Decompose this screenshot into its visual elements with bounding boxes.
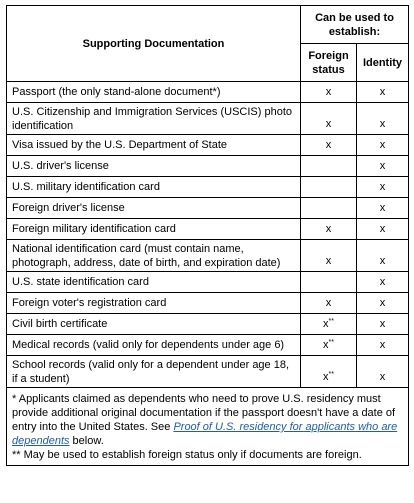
identity-mark: x — [379, 318, 386, 330]
foreign-status-cell — [301, 156, 357, 177]
table-row — [7, 293, 409, 314]
identity-mark: x — [379, 86, 386, 98]
foreign-status-mark: x — [325, 86, 332, 98]
identity-cell — [357, 240, 409, 272]
foreign-status-cell — [301, 272, 357, 293]
foreign-status-mark: x — [325, 139, 332, 151]
identity-mark: x — [379, 297, 386, 309]
foreign-status-cell — [301, 135, 357, 156]
identity-cell — [357, 198, 409, 219]
foreign-status-cell — [301, 82, 357, 103]
identity-cell — [357, 272, 409, 293]
document-name-cell: Medical records (valid only for dependents under age 6) — [7, 335, 301, 356]
document-name-cell: U.S. driver's license — [7, 156, 301, 177]
foreign-status-cell — [301, 198, 357, 219]
document-name-cell: School records (valid only for a dependent under age 18, if a student) — [7, 356, 301, 388]
supporting-documentation-table — [6, 5, 409, 466]
table-row — [7, 198, 409, 219]
table-row — [7, 82, 409, 103]
identity-cell — [357, 135, 409, 156]
foreign-status-cell — [301, 103, 357, 135]
document-name-cell: U.S. Citizenship and Immigration Services (USCIS) photo identification — [7, 103, 301, 135]
table-row — [7, 103, 409, 135]
identity-cell — [357, 314, 409, 335]
footnote-passport — [12, 392, 403, 448]
table-body — [7, 82, 409, 388]
document-name-cell: U.S. state identification card — [7, 272, 301, 293]
document-name-cell: Foreign voter's registration card — [7, 293, 301, 314]
table-row — [7, 356, 409, 388]
document-name-cell: Foreign military identification card — [7, 219, 301, 240]
identity-header: Identity — [357, 44, 409, 82]
foreign-status-footnote-mark: ** — [328, 371, 334, 378]
table-row — [7, 335, 409, 356]
document-name-cell: Visa issued by the U.S. Department of State — [7, 135, 301, 156]
foreign-status-mark: x — [325, 297, 332, 309]
header-row-top — [7, 6, 409, 44]
footnote-passport-text: * Applicants claimed as dependents who need to prove U.S. residency must provide additional original documentation if the passport doesn't have a date of entry into the United States. See — [12, 393, 396, 433]
foreign-status-cell — [301, 335, 357, 356]
foreign-status-cell — [301, 293, 357, 314]
foreign-status-footnote-mark: ** — [328, 318, 334, 325]
document-name-cell: U.S. military identification card — [7, 177, 301, 198]
identity-cell — [357, 219, 409, 240]
table-row — [7, 240, 409, 272]
identity-mark: x — [379, 202, 386, 214]
foreign-status-mark: x — [323, 371, 329, 383]
identity-mark: x — [379, 118, 386, 130]
table-row — [7, 314, 409, 335]
can-be-used-header: Can be used to establish: — [301, 6, 409, 44]
foreign-status-cell — [301, 177, 357, 198]
table-row — [7, 219, 409, 240]
foreign-status-cell — [301, 314, 357, 335]
footnotes-row — [7, 388, 409, 466]
identity-cell — [357, 356, 409, 388]
identity-cell — [357, 156, 409, 177]
document-name-cell: National identification card (must contain name, photograph, address, date of birth, and expiration date) — [7, 240, 301, 272]
table-row — [7, 177, 409, 198]
identity-cell — [357, 82, 409, 103]
table-row — [7, 156, 409, 177]
identity-mark: x — [379, 255, 386, 267]
foreign-status-mark: x — [323, 339, 329, 351]
foreign-status-mark: x — [325, 255, 332, 267]
table-row — [7, 272, 409, 293]
foreign-status-header: Foreign status — [301, 44, 357, 82]
document-name-cell: Civil birth certificate — [7, 314, 301, 335]
identity-cell — [357, 177, 409, 198]
identity-mark: x — [379, 223, 386, 235]
document-name-cell: Passport (the only stand-alone document*) — [7, 82, 301, 103]
identity-mark: x — [379, 139, 386, 151]
table-row — [7, 135, 409, 156]
foreign-status-mark: x — [323, 318, 329, 330]
foreign-status-cell — [301, 240, 357, 272]
identity-mark: x — [379, 160, 386, 172]
proof-of-residency-link[interactable]: Proof of U.S. residency for applicants who are dependents — [12, 421, 398, 447]
identity-mark: x — [379, 371, 386, 383]
identity-mark: x — [379, 181, 386, 193]
document-name-cell: Foreign driver's license — [7, 198, 301, 219]
identity-cell — [357, 103, 409, 135]
supporting-documentation-header: Supporting Documentation — [7, 6, 301, 82]
foreign-status-mark: x — [325, 118, 332, 130]
foreign-status-cell — [301, 356, 357, 388]
identity-mark: x — [379, 276, 386, 288]
foreign-status-mark: x — [325, 223, 332, 235]
identity-mark: x — [379, 339, 386, 351]
foreign-status-cell — [301, 219, 357, 240]
identity-cell — [357, 293, 409, 314]
identity-cell — [357, 335, 409, 356]
footnote-passport-text-end: below. — [69, 435, 104, 447]
supporting-documentation-table-wrapper — [6, 5, 408, 466]
footnotes-cell — [7, 388, 409, 466]
footnote-foreign-status: ** May be used to establish foreign status only if documents are foreign. — [12, 449, 362, 461]
foreign-status-footnote-mark: ** — [328, 339, 334, 346]
